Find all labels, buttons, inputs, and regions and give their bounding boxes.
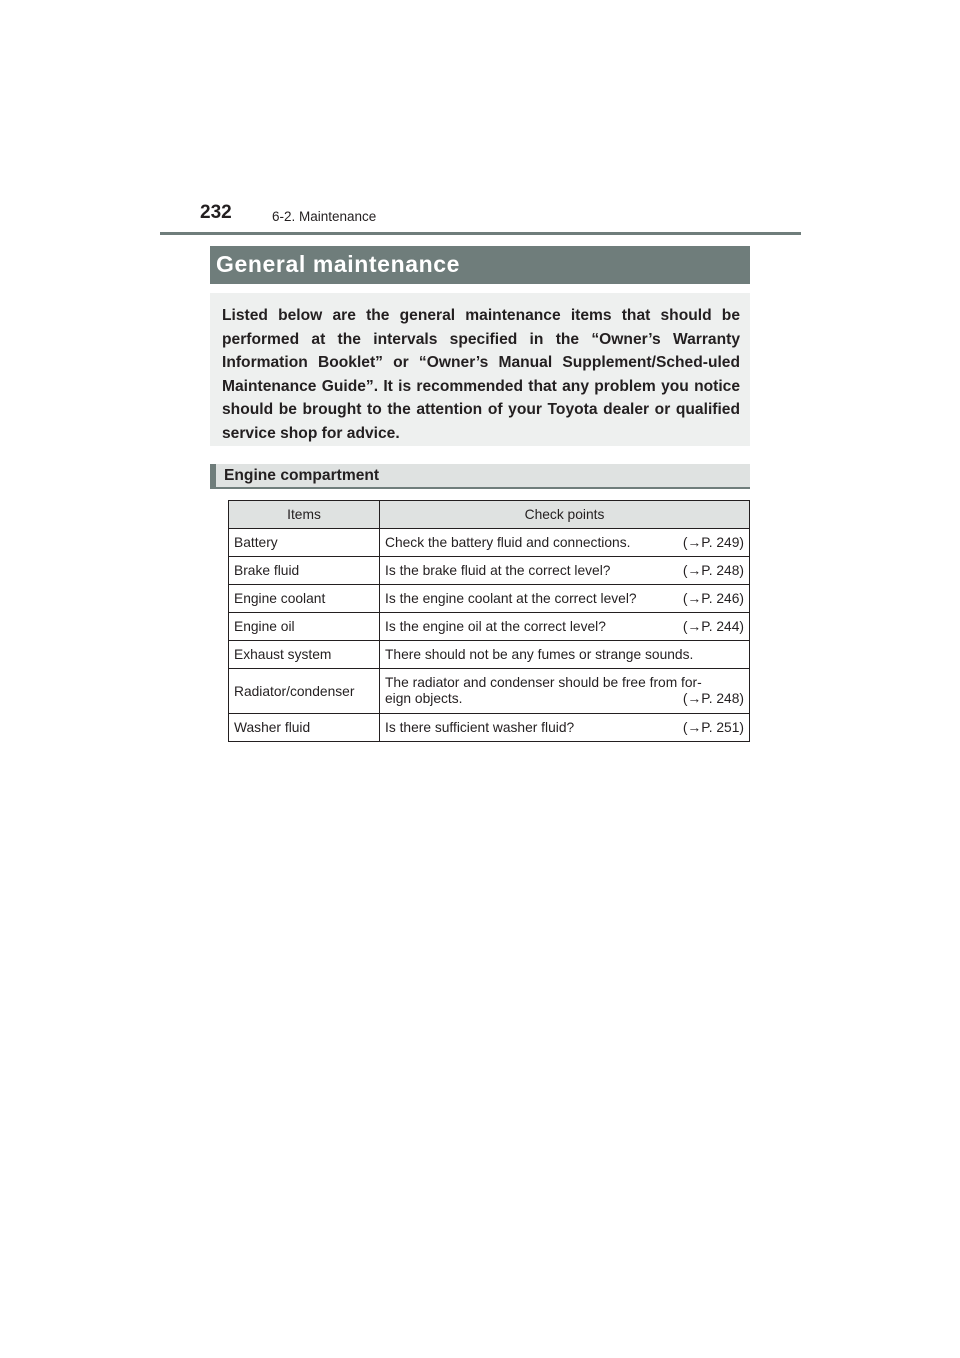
page-reference: (→P. 249) xyxy=(682,535,744,550)
column-header-check-points: Check points xyxy=(380,501,750,529)
check-cell xyxy=(380,613,750,641)
table-row xyxy=(229,557,750,585)
intro-text: Listed below are the general maintenance items that should be performed at the intervals specified in the “Owner’s Warranty Information Booklet” or “Owner’s Manual Supplement/Sched-uled Maintenance Guide”. It is recommended that any problem you notice should be brought to the attention of your Toyota dealer or qualified service shop for advice. xyxy=(222,307,740,442)
table-row xyxy=(229,585,750,613)
table-row xyxy=(229,641,750,669)
table-row xyxy=(229,669,750,714)
subsection-title: Engine compartment xyxy=(224,467,380,484)
check-text: Is the brake fluid at the correct level? xyxy=(385,563,611,578)
page-reference: (→P. 246) xyxy=(682,591,744,606)
check-cell xyxy=(380,557,750,585)
check-cell xyxy=(380,641,750,669)
check-text: Is the engine oil at the correct level? xyxy=(385,619,606,634)
item-cell: Washer fluid xyxy=(229,714,380,742)
check-cell xyxy=(380,669,750,714)
check-cell xyxy=(380,529,750,557)
table-row xyxy=(229,714,750,742)
item-cell: Exhaust system xyxy=(229,641,380,669)
check-text: Is the engine coolant at the correct level? xyxy=(385,591,637,606)
item-cell: Engine coolant xyxy=(229,585,380,613)
check-text: Check the battery fluid and connections. xyxy=(385,535,631,550)
item-cell: Radiator/condenser xyxy=(229,669,380,714)
column-header-items: Items xyxy=(229,501,380,529)
page-reference: (→P. 251) xyxy=(682,720,744,735)
check-cell xyxy=(380,714,750,742)
subsection-header xyxy=(210,464,750,489)
item-cell: Brake fluid xyxy=(229,557,380,585)
page-reference: (→P. 248) xyxy=(682,691,744,706)
item-cell: Engine oil xyxy=(229,613,380,641)
item-cell: Battery xyxy=(229,529,380,557)
table-row xyxy=(229,529,750,557)
page-title-bar xyxy=(210,246,750,284)
check-text: Is there sufficient washer fluid? xyxy=(385,720,575,735)
page-reference: (→P. 248) xyxy=(682,563,744,578)
page-reference: (→P. 244) xyxy=(682,619,744,634)
page-number: 232 xyxy=(200,202,232,223)
check-text-line: eign objects. xyxy=(385,691,463,706)
check-text-line: The radiator and condenser should be free from for- xyxy=(385,675,702,690)
page-title: General maintenance xyxy=(216,251,461,277)
table-header-row xyxy=(229,501,750,529)
table-row xyxy=(229,613,750,641)
intro-box xyxy=(210,293,750,446)
header-divider xyxy=(160,232,801,235)
check-text: There should not be any fumes or strange sounds. xyxy=(385,647,694,662)
maintenance-table xyxy=(228,500,750,742)
check-cell xyxy=(380,585,750,613)
section-reference: 6-2. Maintenance xyxy=(272,209,377,224)
